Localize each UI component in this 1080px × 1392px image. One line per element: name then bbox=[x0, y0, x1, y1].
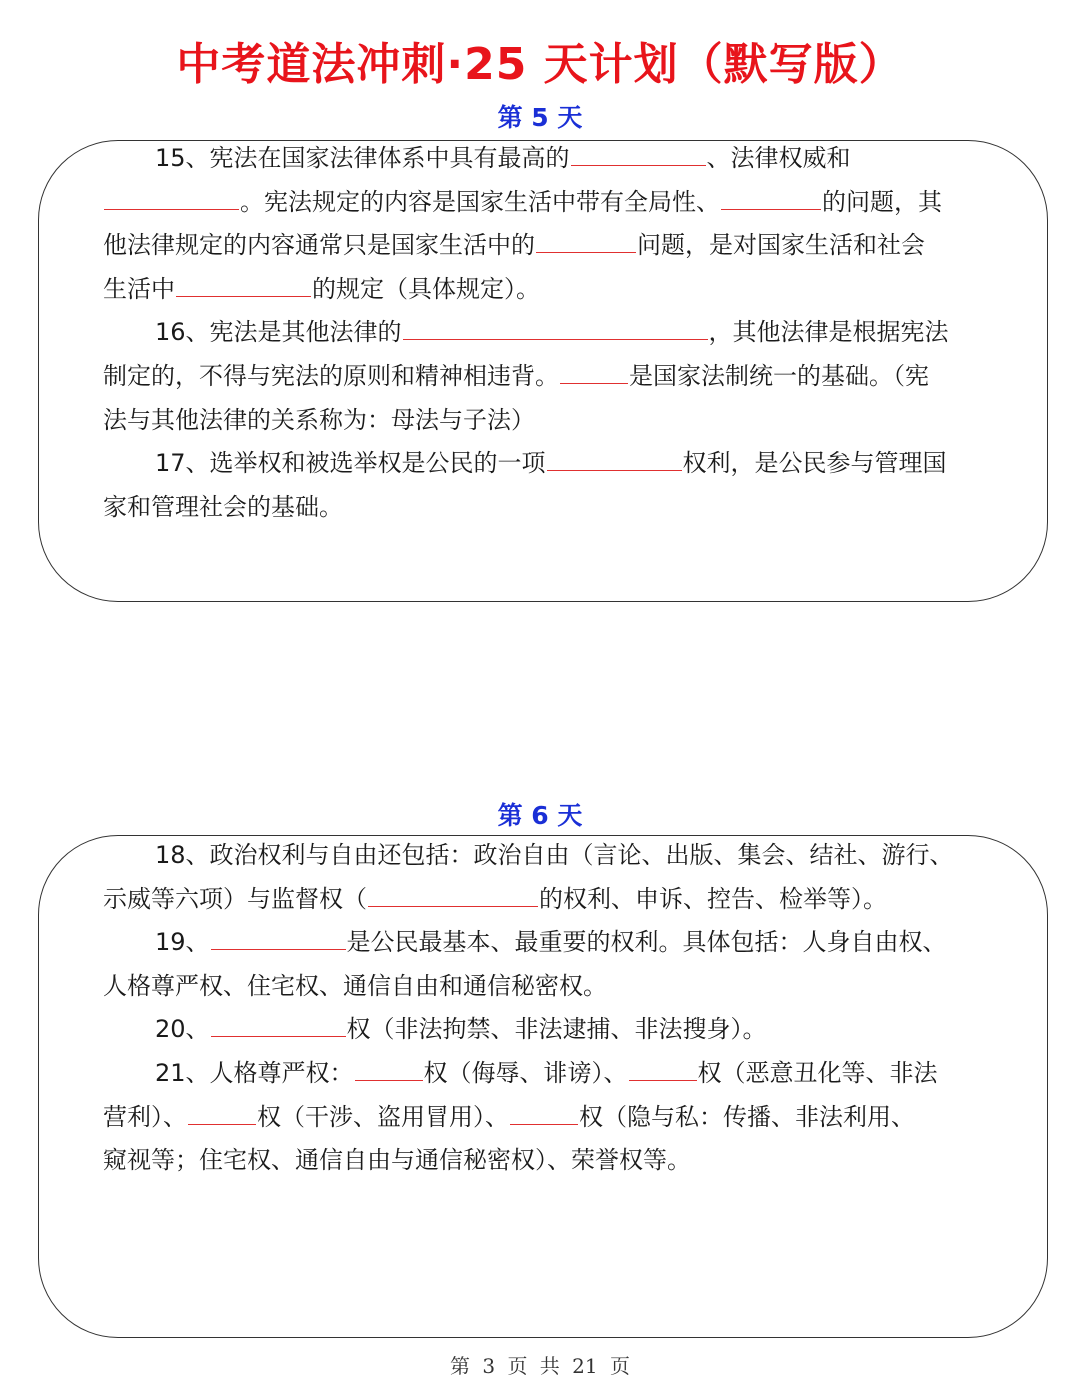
text-segment: 16、宪法是其他法律的 bbox=[155, 318, 402, 347]
text-line bbox=[103, 878, 983, 922]
document-title: 中考道法冲刺·25 天计划（默写版） bbox=[176, 39, 904, 90]
day-5-heading: 第 5 天 bbox=[497, 103, 583, 132]
text-segment: 20、 bbox=[155, 1015, 210, 1044]
text-line bbox=[103, 355, 983, 399]
text-line bbox=[103, 137, 983, 181]
text-line bbox=[103, 1139, 983, 1183]
fill-in-blank bbox=[355, 1054, 423, 1081]
text-segment: 权（侮辱、诽谤）、 bbox=[423, 1058, 628, 1087]
fill-in-blank bbox=[211, 923, 346, 950]
fill-in-blank bbox=[547, 444, 682, 471]
fill-in-blank bbox=[176, 270, 311, 297]
text-segment: 19、 bbox=[155, 928, 210, 957]
fill-in-blank bbox=[403, 313, 708, 340]
page-number: 第 3 页 共 21 页 bbox=[450, 1354, 630, 1378]
text-line bbox=[103, 268, 983, 312]
text-line bbox=[103, 224, 983, 268]
text-segment: 权利，是公民参与管理国 bbox=[682, 449, 947, 478]
text-segment: 21、人格尊严权： bbox=[155, 1058, 354, 1087]
text-segment: 人格尊严权、住宅权、通信自由和通信秘密权。 bbox=[103, 971, 607, 1000]
text-segment: 15、宪法在国家法律体系中具有最高的 bbox=[155, 144, 570, 172]
text-segment: ，其他法律是根据宪法 bbox=[708, 318, 949, 347]
text-line bbox=[103, 921, 983, 965]
fill-in-blank bbox=[211, 1010, 346, 1037]
text-line bbox=[103, 399, 983, 443]
text-line bbox=[103, 1052, 983, 1096]
text-line bbox=[103, 311, 983, 355]
text-segment: 营利）、 bbox=[103, 1102, 187, 1131]
text-segment: 家和管理社会的基础。 bbox=[103, 492, 343, 521]
text-line bbox=[103, 486, 983, 530]
day-6-heading: 第 6 天 bbox=[497, 801, 583, 830]
text-segment: 的权利、申诉、控告、检举等）。 bbox=[539, 884, 887, 913]
text-segment: 权（非法拘禁、非法逮捕、非法搜身）。 bbox=[346, 1015, 767, 1044]
fill-in-blank bbox=[188, 1098, 256, 1125]
text-segment: 他法律规定的内容通常只是国家生活中的 bbox=[103, 231, 535, 260]
text-segment: 、法律权威和 bbox=[706, 144, 851, 172]
fill-in-blank bbox=[510, 1098, 578, 1125]
text-segment: 是国家法制统一的基础。（宪 bbox=[629, 361, 929, 390]
text-segment: 窥视等；住宅权、通信自由与通信秘密权）、荣誉权等。 bbox=[103, 1146, 691, 1175]
fill-in-blank bbox=[536, 226, 636, 253]
text-line bbox=[103, 834, 983, 878]
text-line bbox=[103, 1096, 983, 1140]
day-6-content bbox=[103, 834, 983, 1183]
text-segment: 问题，是对国家生活和社会 bbox=[637, 231, 925, 260]
text-segment: 权（恶意丑化等、非法 bbox=[697, 1058, 938, 1087]
text-segment: 示威等六项）与监督权（ bbox=[103, 884, 367, 913]
fill-in-blank bbox=[721, 183, 821, 210]
fill-in-blank bbox=[560, 357, 628, 384]
text-segment: 18、政治权利与自由还包括：政治自由（言论、出版、集会、结社、游行、 bbox=[155, 841, 954, 869]
text-segment: 权（干涉、盗用冒用）、 bbox=[257, 1102, 509, 1131]
text-line bbox=[103, 1008, 983, 1052]
text-line bbox=[103, 965, 983, 1009]
text-segment: 法与其他法律的关系称为：母法与子法） bbox=[103, 405, 535, 434]
text-segment: 17、选举权和被选举权是公民的一项 bbox=[155, 449, 546, 478]
text-line bbox=[103, 442, 983, 486]
text-segment: 制定的，不得与宪法的原则和精神相违背。 bbox=[103, 361, 559, 390]
text-segment: 的问题，其 bbox=[822, 187, 942, 216]
text-segment: 生活中 bbox=[103, 274, 175, 303]
text-segment: 是公民最基本、最重要的权利。具体包括：人身自由权、 bbox=[346, 928, 947, 957]
text-segment: 权（隐与私：传播、非法利用、 bbox=[579, 1102, 915, 1131]
fill-in-blank bbox=[629, 1054, 697, 1081]
fill-in-blank bbox=[368, 880, 538, 907]
day-5-content bbox=[103, 137, 983, 529]
text-segment: 的规定（具体规定）。 bbox=[312, 274, 540, 303]
fill-in-blank bbox=[571, 139, 706, 166]
text-segment: 。宪法规定的内容是国家生活中带有全局性、 bbox=[240, 187, 720, 216]
text-line bbox=[103, 181, 983, 225]
fill-in-blank bbox=[104, 183, 239, 210]
